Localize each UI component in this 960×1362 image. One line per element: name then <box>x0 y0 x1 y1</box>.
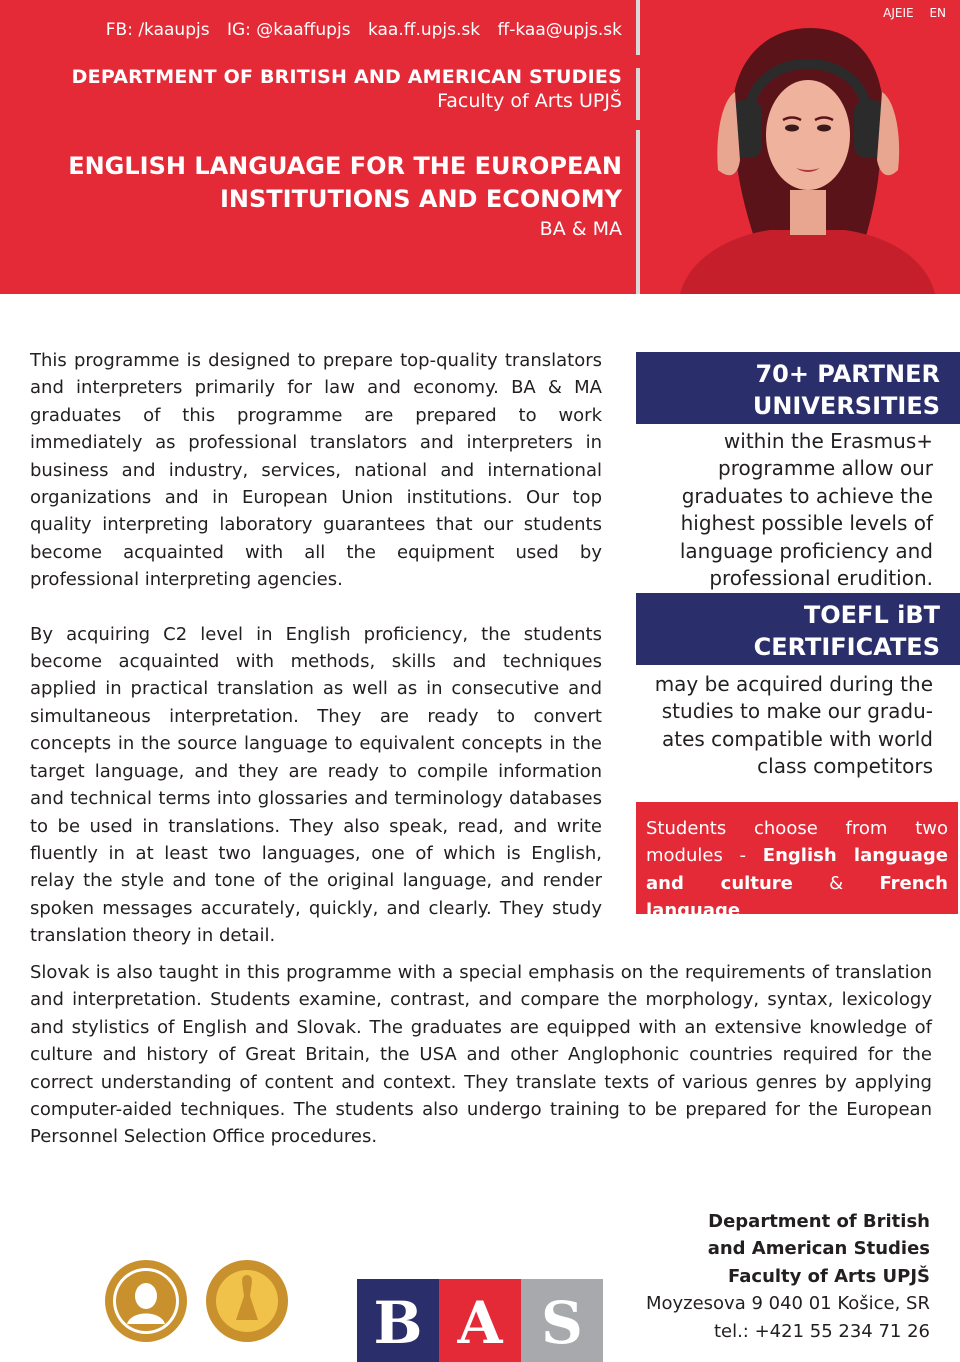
partner-universities-box <box>636 352 960 424</box>
modules-ampersand: & <box>792 872 880 894</box>
toefl-text: may be acquired during the studies to make our graduates compatible with world class competitors <box>654 672 933 779</box>
department-heading <box>72 66 622 112</box>
toefl-box-title-line2: CERTIFICATES <box>753 633 940 661</box>
programme-title-line1: ENGLISH LANGUAGE FOR THE EUROPEAN <box>68 152 622 180</box>
programme-title-line2: INSTITUTIONS AND ECONOMY <box>220 185 622 213</box>
module-french: French language <box>646 872 948 922</box>
bas-logo-letter-a: A <box>457 1289 503 1357</box>
department-name: DEPARTMENT OF BRITISH AND AMERICAN STUDIES <box>71 66 622 88</box>
website-link[interactable]: kaa.ff.upjs.sk <box>367 20 481 40</box>
header-banner <box>0 0 960 294</box>
paragraph-skills: By acquiring C2 level in English proficiency, the students become acquainted with methods, skills and techniques applied in practical translation as well as in consecutive and simultaneous interpretation. They are ready to convert concepts in the source language to equivalent concepts in the target language, and they are ready to compile information and technical terms into glossaries and terminology databases to be used in translations. They also speak, read, and write fluently in at least two languages, one of which is English, relay the style and tone of the original language, and render spoken messages accurately, quickly, and clearly. They study translation theory in detail. <box>30 623 602 947</box>
partner-box-title-line1: 70+ PARTNER <box>755 360 940 388</box>
lang-link-ajeie[interactable]: AJEIE <box>883 6 914 20</box>
footer-dept-line2: and American Studies <box>707 1238 930 1260</box>
lang-link-en[interactable]: EN <box>929 6 946 20</box>
university-seal-icon <box>103 1258 189 1344</box>
student-headphones-illustration <box>640 0 960 294</box>
partner-universities-text: within the Erasmus+ programme allow our graduates to achieve the highest possible levels of language proficiency and professional erudition. <box>679 429 933 591</box>
contact-links <box>94 20 622 40</box>
faculty-name: Faculty of Arts UPJŠ <box>437 90 622 112</box>
modules-intro: Students choose from two modules - <box>646 818 948 867</box>
footer-address <box>646 1208 930 1345</box>
partner-box-title-line2: UNIVERSITIES <box>752 392 940 420</box>
toefl-box-title-line1: TOEFL iBT <box>803 601 940 629</box>
facebook-link[interactable]: FB: /kaaupjs <box>105 20 210 40</box>
module-english: English language and culture <box>646 845 949 894</box>
footer-faculty: Faculty of Arts UPJŠ <box>728 1265 930 1287</box>
main-description <box>30 347 602 977</box>
programme-heading <box>22 150 622 240</box>
instagram-link[interactable]: IG: @kaaffupjs <box>226 20 351 40</box>
paragraph-slovak: Slovak is also taught in this programme with a special emphasis on the requirements of translation and interpretation. Students examine, contrast, and compare the morphology, syntax, lexicology and stylistics of English and Slovak. The graduates are equipped with an extensive knowledge of culture and history of Great Britain, the USA and other Anglophonic countries required for the correct understanding of content and context. They translate texts of various genres by applying computer-aided techniques. The students also undergo training to be prepared for the European Personnel Selection Office procedures. <box>30 962 932 1148</box>
email-link[interactable]: ff-kaa@upjs.sk <box>497 20 622 40</box>
footer-dept-line1: Department of British <box>708 1211 930 1232</box>
modules-box <box>636 802 958 922</box>
student-headphones-photo <box>640 0 960 294</box>
paragraph-intro: This programme is designed to prepare top-quality translators and interpreters primarily for law and economy. BA & MA graduates of this programme are prepared to work immediately as professional translators and interpreters in business and industry, services, national and international organizations and in European Union institutions. Our top quality interpreting laboratory guarantees that our students become acquainted with all the equipment used by professional interpreting agencies. <box>30 350 602 591</box>
toefl-box <box>636 593 960 665</box>
footer-street-address: Moyzesova 9 040 01 Košice, SR <box>645 1293 930 1315</box>
degree-label: BA & MA <box>539 218 622 240</box>
bas-logo-letter-s: S <box>541 1289 583 1357</box>
language-switcher <box>871 6 946 20</box>
bas-logo-letter-b: B <box>373 1289 423 1357</box>
faculty-seal-icon <box>204 1258 290 1344</box>
footer-phone[interactable]: tel.: +421 55 234 71 26 <box>713 1320 930 1342</box>
bas-logo <box>357 1279 603 1362</box>
